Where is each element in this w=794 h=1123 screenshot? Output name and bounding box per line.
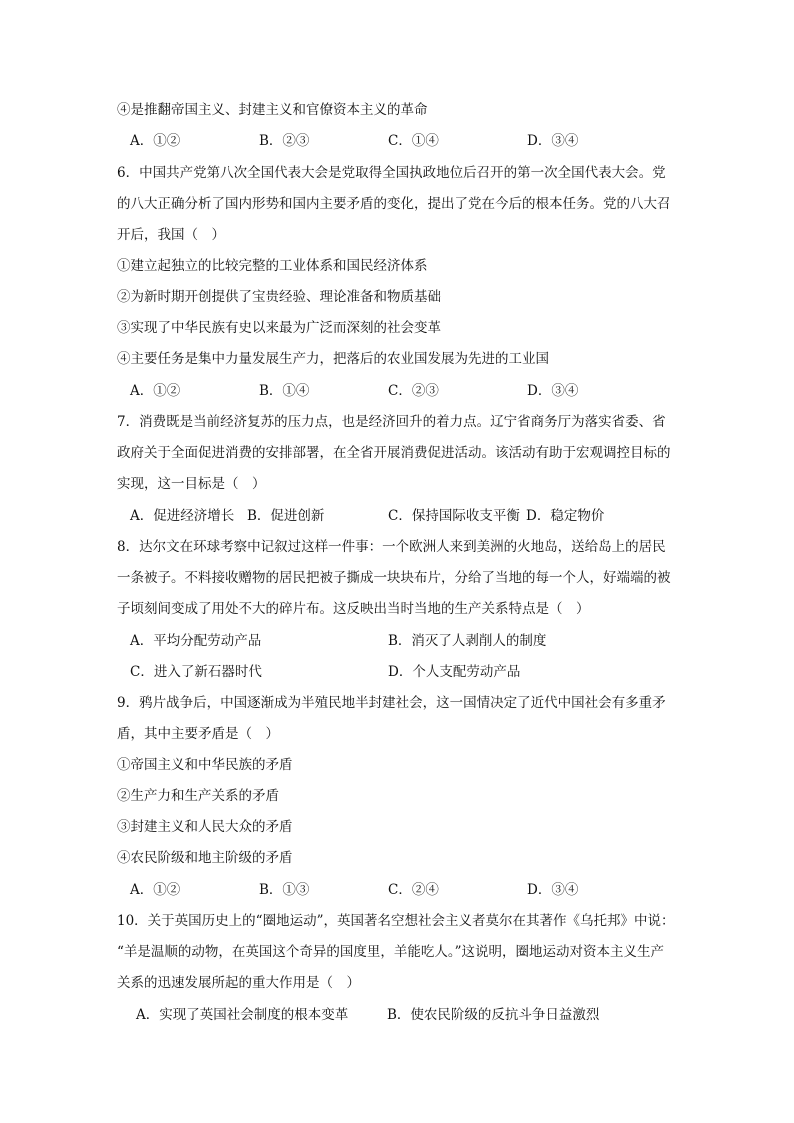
q6-statement-3: ③实现了中华民族有史以来最为广泛而深刻的社会变革 <box>117 320 441 336</box>
q6-options <box>130 382 630 400</box>
q8-option-d[interactable]: D．个人支配劳动产品 <box>388 664 521 680</box>
q6-statement-1: ①建立起独立的比较完整的工业体系和国民经济体系 <box>117 258 428 274</box>
q7-stem-line-2: 政府关于全面促进消费的安排部署，在全省开展消费促进活动。该活动有助于宏观调控目标的 <box>117 445 671 461</box>
q8-option-a[interactable]: A．平均分配劳动产品 <box>130 633 262 649</box>
q9-stem-line-1: 9．鸦片战争后，中国逐渐成为半殖民地半封建社会，这一国情决定了近代中国社会有多重矛 <box>117 695 666 711</box>
q7-option-c[interactable]: C．保持国际收支平衡 <box>388 508 520 524</box>
q6-stem-line-2: 的八大正确分析了国内形势和国内主要矛盾的变化，提出了党在今后的根本任务。党的八大召 <box>117 196 671 212</box>
q9-option-d[interactable]: D．③④ <box>527 882 579 898</box>
q7-stem-line-3: 实现，这一目标是（ ） <box>117 476 266 492</box>
q6-option-b[interactable]: B．①④ <box>259 383 310 399</box>
q8-stem-line-1: 8．达尔文在环球考察中记叙过这样一件事：一个欧洲人来到美洲的火地岛，送给岛上的居民 <box>117 539 666 555</box>
q8-options-row-2 <box>130 663 630 681</box>
q5-option-c[interactable]: C．①④ <box>388 133 439 149</box>
q9-option-c[interactable]: C．②④ <box>388 882 439 898</box>
q5-option-a[interactable]: A．①② <box>130 133 181 149</box>
q6-option-c[interactable]: C．②③ <box>388 383 439 399</box>
q9-statement-3: ③封建主义和人民大众的矛盾 <box>117 819 293 835</box>
q7-options <box>130 507 630 525</box>
q9-option-a[interactable]: A．①② <box>130 882 181 898</box>
q6-option-a[interactable]: A．①② <box>130 383 181 399</box>
q6-statement-2: ②为新时期开创提供了宝贵经验、理论准备和物质基础 <box>117 289 441 305</box>
q10-option-a[interactable]: A．实现了英国社会制度的根本变革 <box>136 1007 349 1023</box>
q10-stem-line-1: 10．关于英国历史上的“圈地运动”，英国著名空想社会主义者莫尔在其著作《乌托邦》中说： <box>117 913 675 929</box>
q5-option-b[interactable]: B．②③ <box>259 133 310 149</box>
q8-option-c[interactable]: C．进入了新石器时代 <box>130 664 262 680</box>
q9-statement-2: ②生产力和生产关系的矛盾 <box>117 788 279 804</box>
q9-options <box>130 881 630 899</box>
q10-stem-line-3: 关系的迅速发展所起的重大作用是（ ） <box>117 975 360 991</box>
q9-option-b[interactable]: B．①③ <box>259 882 310 898</box>
q7-option-a[interactable]: A．促进经济增长 <box>130 508 235 524</box>
q5-option-d[interactable]: D．③④ <box>527 133 579 149</box>
q9-statement-4: ④农民阶级和地主阶级的矛盾 <box>117 850 293 866</box>
q9-statement-1: ①帝国主义和中华民族的矛盾 <box>117 757 293 773</box>
q8-stem-line-3: 子顷刻间变成了用处不大的碎片布。这反映出当时当地的生产关系特点是（ ） <box>117 601 590 617</box>
q6-stem-line-3: 开后，我国（ ） <box>117 227 225 243</box>
q9-stem-line-2: 盾，其中主要矛盾是（ ） <box>117 726 279 742</box>
q5-statement-4: ④是推翻帝国主义、封建主义和官僚资本主义的革命 <box>117 102 428 118</box>
q10-options <box>136 1006 656 1024</box>
q7-option-d[interactable]: D．稳定物价 <box>526 508 605 524</box>
q6-stem-line-1: 6．中国共产党第八次全国代表大会是党取得全国执政地位后召开的第一次全国代表大会。党 <box>117 165 666 181</box>
q10-stem-line-2: “羊是温顺的动物，在英国这个奇异的国度里，羊能吃人。”这说明，圈地运动对资本主义生产 <box>117 944 665 960</box>
q7-stem-line-1: 7．消费既是当前经济复苏的压力点，也是经济回升的着力点。辽宁省商务厅为落实省委、省 <box>117 414 666 430</box>
q8-options-row-1 <box>130 632 630 650</box>
q7-option-b[interactable]: B．促进创新 <box>247 508 325 524</box>
q8-option-b[interactable]: B．消灭了人剥削人的制度 <box>388 633 547 649</box>
q8-stem-line-2: 一条被子。不料接收赠物的居民把被子撕成一块块布片，分给了当地的每一个人，好端端的被 <box>117 570 671 586</box>
q5-options <box>130 132 630 150</box>
q10-option-b[interactable]: B．使农民阶级的反抗斗争日益激烈 <box>387 1007 600 1023</box>
q6-statement-4: ④主要任务是集中力量发展生产力，把落后的农业国发展为先进的工业国 <box>117 351 549 367</box>
q6-option-d[interactable]: D．③④ <box>527 383 579 399</box>
